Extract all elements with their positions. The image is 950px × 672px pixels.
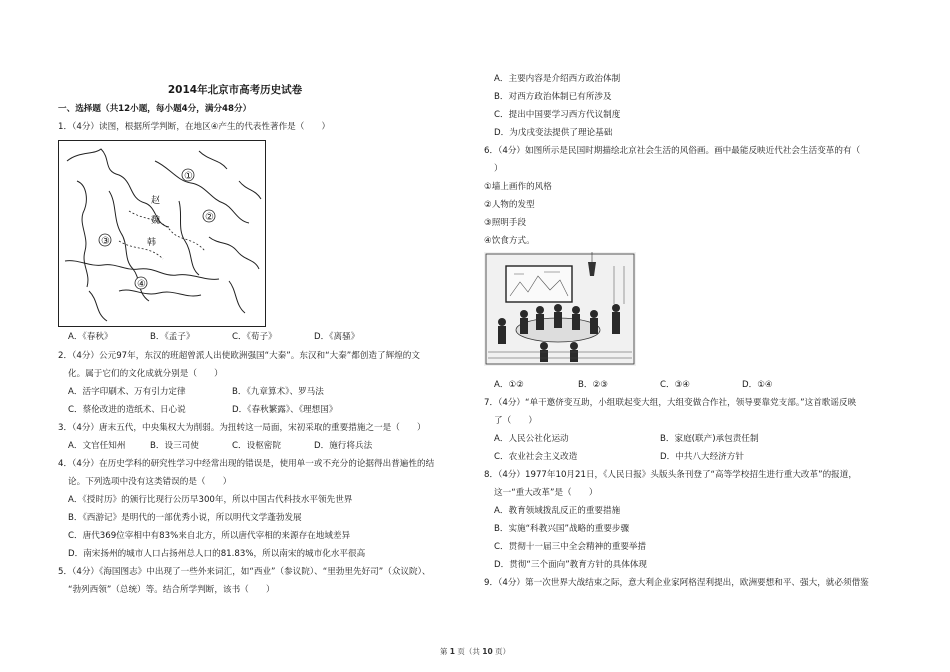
q6-option-c[interactable]: C．③④ [660,380,691,390]
q8-stem-line1: 8．（4分）1977年10月21日，《人民日报》头版头条刊登了“高等学校招生进行重大改革”的报道， [484,470,857,480]
q9-stem: 9．（4分）第一次世界大战结束之际，意大利企业家阿格涅利提出，欧洲要想和平、强大，就必须借鉴 [484,578,869,588]
q6-stem-line2: ） [494,164,503,174]
q3-option-a[interactable]: A．文官任知州 [68,441,126,451]
map-label-zhao: 赵 [151,196,161,206]
q2-option-d[interactable]: D．《春秋繁露》、《理想国》 [232,405,338,415]
q2-stem-line2: 化。属于它们的文化成就分别是（ ） [68,369,223,379]
q6-genre-painting [484,252,636,366]
q8-option-c[interactable]: C．贯彻十一届三中全会精神的重要举措 [494,542,647,552]
q5-option-a[interactable]: A．主要内容是介绍西方政治体制 [494,74,621,84]
q5-option-b[interactable]: B．对西方政治体制已有所涉及 [494,92,612,102]
q7-stem-line2: 了（ ） [494,416,537,426]
footer-middle: 页（共 [455,647,483,656]
map-label-wei: 魏 [151,216,161,226]
map-label-3: ③ [101,236,110,247]
q7-option-b[interactable]: B．家庭(联产)承包责任制 [660,434,759,444]
q6-option-d[interactable]: D．①④ [742,380,773,390]
map-label-2: ② [205,212,214,223]
q4-stem-line2: 论。下列选项中没有这类错误的是（ ） [68,477,232,487]
footer-page-number: 1 [449,647,455,656]
q1-option-c[interactable]: C．《荀子》 [232,332,277,342]
warring-states-map [59,141,265,326]
map-label-4: ④ [137,279,146,290]
q5-stem-line1: 5．（4分）《海国图志》中出现了一些外来词汇，如“西业”（参议院）、“里勃里先好司”（众议院）、 [58,567,431,577]
page-footer [0,646,950,657]
q4-option-a[interactable]: A．《授时历》的颁行比现行公历早300年，所以中国古代科技水平领先世界 [68,495,353,505]
map-label-han: 韩 [147,238,157,248]
q6-stem-line1: 6．（4分）如图所示是民国时期描绘北京社会生活的风俗画。画中最能反映近代社会生活变革的有（ [484,146,861,156]
q4-option-d[interactable]: D．南宋扬州的城市人口占扬州总人口的81.83%，所以南宋的城市化水平很高 [68,549,366,559]
q2-option-a[interactable]: A．活字印刷术、万有引力定律 [68,387,186,397]
q3-option-b[interactable]: B．设三司使 [150,441,199,451]
q7-option-a[interactable]: A．人民公社化运动 [494,434,569,444]
q6-item-1: ①墙上画作的风格 [484,182,552,192]
q6-item-2: ②人物的发型 [484,200,535,210]
q3-option-c[interactable]: C．设枢密院 [232,441,281,451]
q5-stem-line2: “勃列西领”（总统）等。结合所学判断，该书（ ） [68,585,275,595]
q5-option-d[interactable]: D．为戊戌变法提供了理论基础 [494,128,613,138]
q2-option-c[interactable]: C．蔡伦改进的造纸术、日心说 [68,405,186,415]
q6-item-3: ③照明手段 [484,218,527,228]
q1-option-b[interactable]: B．《孟子》 [150,332,195,342]
q1-option-a[interactable]: A．《春秋》 [68,332,113,342]
q5-option-c[interactable]: C．提出中国要学习西方代议制度 [494,110,621,120]
footer-total-pages: 10 [482,647,493,656]
q7-option-c[interactable]: C．农业社会主义改造 [494,452,578,462]
section-heading: 一、选择题（共12小题，每小题4分，满分48分） [58,104,252,114]
q8-option-b[interactable]: B．实施“科教兴国”战略的重要步骤 [494,524,630,534]
q3-stem: 3．（4分）唐末五代，中央集权大为削弱。为扭转这一局面，宋初采取的重要措施之一是（ ） [58,423,426,433]
q2-option-b[interactable]: B．《九章算术》、罗马法 [232,387,324,397]
q8-stem-line2: 这一“重大改革”是（ ） [494,488,598,498]
q4-stem-line1: 4．（4分）在历史学科的研究性学习中经常出现的错误是，使用单一或不充分的论据得出普遍性的结 [58,459,435,469]
q8-option-d[interactable]: D．贯彻“三个面向”教育方针的具体体现 [494,560,648,570]
folk-painting-image [484,252,636,366]
q6-option-b[interactable]: B．②③ [578,380,608,390]
q6-item-4: ④饮食方式。 [484,236,535,246]
q1-stem: 1．（4分）读图，根据所学判断，在地区④产生的代表性著作是（ ） [58,122,331,132]
q4-option-b[interactable]: B．《西游记》是明代的一部优秀小说，所以明代文学蓬勃发展 [68,513,302,523]
q8-option-a[interactable]: A．教育领域拨乱反正的重要措施 [494,506,621,516]
q7-option-d[interactable]: D．中共八大经济方针 [660,452,744,462]
footer-suffix: 页） [492,647,511,656]
q1-map-figure [58,140,266,327]
q7-stem-line1: 7．（4分）“单干邀侪变互助，小组联起变大组，大组变做合作社，领导要靠党支部。”这首歌谣反映 [484,398,857,408]
q6-option-a[interactable]: A．①② [494,380,524,390]
map-label-1: ① [184,171,193,182]
q1-option-d[interactable]: D．《离骚》 [314,332,360,342]
footer-prefix: 第 [439,647,450,656]
page-title: 2014年北京市高考历史试卷 [167,84,303,96]
q4-option-c[interactable]: C．唐代369位宰相中有83%来自北方，所以唐代宰相的来源存在地域差异 [68,531,351,541]
q3-option-d[interactable]: D．施行将兵法 [314,441,373,451]
q2-stem-line1: 2．（4分）公元97年，东汉的班超曾派人出使欧洲强国“大秦”。东汉和“大秦”都创造了辉煌的文 [58,351,420,361]
